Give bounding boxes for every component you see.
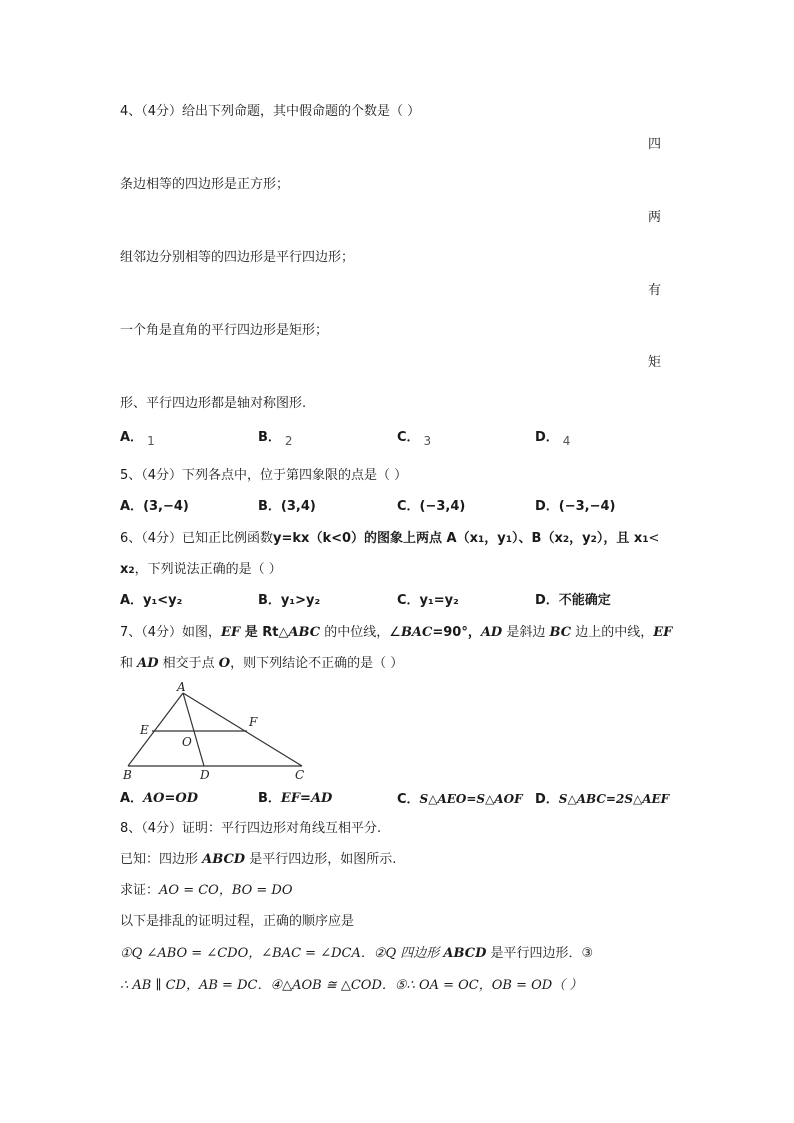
q7-stem-line-2: 和 AD 相交于点 O，则下列结论不正确的是（ ） (120, 656, 404, 671)
q8-prove: 求证：AO = CO，BO = DO (120, 883, 293, 898)
q5-option-a: A．(3,−4) (120, 499, 189, 514)
q4-wrap-char-1: 四 (648, 137, 662, 152)
q7-option-c: C．S△AEO=S△AOF (397, 792, 523, 807)
q8-known: 已知：四边形 ABCD 是平行四边形，如图所示. (120, 852, 397, 867)
q8-stem: 8、（4分）证明：平行四边形对角线互相平分. (120, 821, 382, 836)
label-f: F (249, 715, 258, 729)
q8-steps-line-1: ①Q ∠ABO = ∠CDO，∠BAC = ∠DCA．②Q 四边形 ABCD 是平行四边形．③ (120, 946, 594, 961)
q4-statement-3: 一个角是直角的平行四边形是矩形； (120, 323, 329, 338)
label-c: C (295, 768, 305, 782)
q4-statement-4: 形、平行四边形都是轴对称图形. (120, 396, 307, 411)
q5-option-d: D．(−3,−4) (535, 499, 616, 514)
q4-option-c: C． 3 (397, 430, 432, 448)
q5-stem: 5、（4分）下列各点中，位于第四象限的点是（ ） (120, 468, 408, 483)
q4-stem: 4、（4分）给出下列命题，其中假命题的个数是（ ） (120, 104, 421, 119)
label-e: E (140, 723, 149, 737)
label-a: A (177, 680, 186, 694)
q7-option-b: B．EF=AD (258, 791, 333, 806)
q4-option-a: A． 1 (120, 430, 155, 448)
q6-option-c: C．y₁=y₂ (397, 593, 459, 608)
q6-option-d: D．不能确定 (535, 593, 611, 608)
q8-intro: 以下是排乱的证明过程，正确的顺序应是 (120, 914, 355, 929)
q6-stem-line-1: 6、（4分）已知正比例函数y=kx（k<0）的图象上两点 A（x1，y1）、B（x2，y2），且 x1< (120, 531, 660, 546)
q7-triangle-figure (118, 680, 318, 784)
q6-option-a: A．y₁<y₂ (120, 593, 183, 608)
q4-option-d: D． 4 (535, 430, 571, 448)
label-o: O (182, 735, 192, 749)
q6-stem-line-2: x2，下列说法正确的是（ ） (120, 562, 282, 577)
q8-steps-line-2: ∴ AB ∥ CD，AB = DC．④△AOB ≅ △COD．⑤∴ OA = OC，OB = OD（ ） (120, 978, 583, 993)
q4-option-b: B． 2 (258, 430, 293, 448)
q7-stem-line-1: 7、（4分）如图，EF 是 Rt△ABC 的中位线，∠BAC=90°，AD 是斜边 BC 边上的中线，EF (120, 625, 673, 640)
q4-statement-1: 条边相等的四边形是正方形； (120, 177, 290, 192)
label-d: D (200, 768, 210, 782)
q4-wrap-char-3: 有 (648, 283, 662, 298)
q7-option-d: D．S△ABC=2S△AEF (535, 792, 670, 807)
q5-option-b: B．(3,4) (258, 499, 316, 514)
q4-wrap-char-4: 矩 (648, 355, 662, 370)
q6-option-b: B．y₁>y₂ (258, 593, 321, 608)
edge-ab (128, 693, 183, 766)
label-b: B (123, 768, 132, 782)
q7-option-a: A．AO=OD (120, 791, 198, 806)
q4-statement-2: 组邻边分别相等的四边形是平行四边形； (120, 250, 355, 265)
q4-wrap-char-2: 两 (648, 210, 662, 225)
q5-option-c: C．(−3,4) (397, 499, 466, 514)
